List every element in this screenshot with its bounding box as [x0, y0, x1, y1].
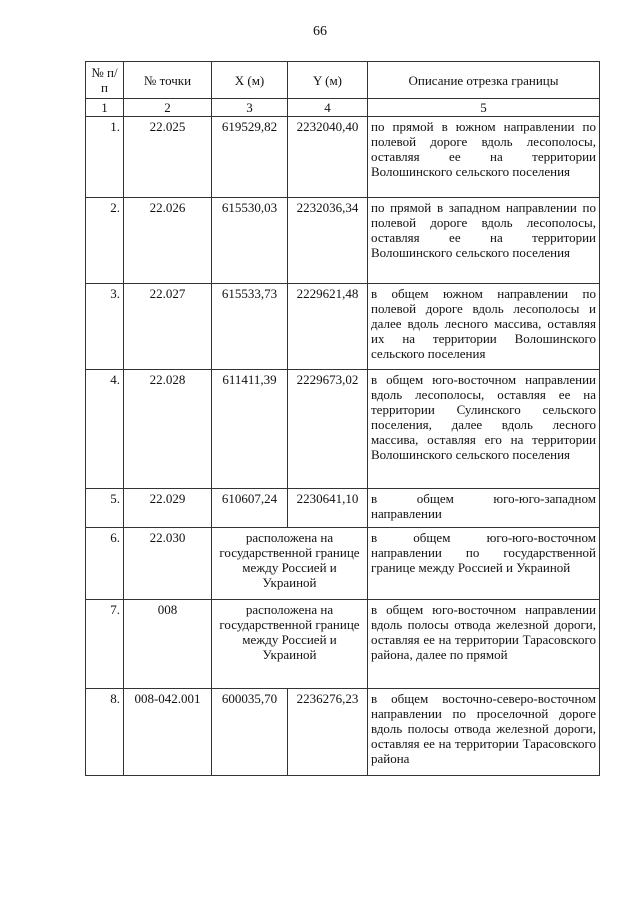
header-x-coordinate: X (м)	[212, 62, 288, 99]
point-number: 008	[124, 600, 212, 689]
row-number: 2.	[86, 198, 124, 284]
row-number: 7.	[86, 600, 124, 689]
boundary-table	[85, 61, 600, 776]
segment-description: в общем южном направлении по полевой дороге вдоль лесополосы и далее вдоль лесного массива, оставляя их на территории Волошинского сельского поселения	[368, 284, 600, 370]
point-number: 22.030	[124, 528, 212, 600]
point-number: 22.027	[124, 284, 212, 370]
point-number: 008-042.001	[124, 689, 212, 776]
header-y-coordinate: Y (м)	[288, 62, 368, 99]
table-row	[86, 489, 600, 528]
row-number: 8.	[86, 689, 124, 776]
column-number: 2	[124, 99, 212, 117]
row-number: 6.	[86, 528, 124, 600]
segment-description: в общем юго-юго-восточном направлении по государственной границе между Россией и Украиной	[368, 528, 600, 600]
row-number: 4.	[86, 370, 124, 489]
segment-description: в общем юго-восточном направлении вдоль полосы отвода железной дороги, оставляя ее на территории Тарасовского района, далее по прямой	[368, 600, 600, 689]
segment-description: по прямой в южном направлении по полевой дороге вдоль лесополосы, оставляя ее на территории Волошинского сельского поселения	[368, 117, 600, 198]
page-number: 66	[313, 24, 327, 39]
x-coordinate: 615530,03	[212, 198, 288, 284]
y-coordinate: 2236276,23	[288, 689, 368, 776]
row-number: 5.	[86, 489, 124, 528]
column-number: 1	[86, 99, 124, 117]
table-row	[86, 117, 600, 198]
x-coordinate: 619529,82	[212, 117, 288, 198]
table-row	[86, 284, 600, 370]
table-row	[86, 370, 600, 489]
header-segment-description: Описание отрезка границы	[368, 62, 600, 99]
row-number: 3.	[86, 284, 124, 370]
point-number: 22.028	[124, 370, 212, 489]
column-number: 5	[368, 99, 600, 117]
merged-coordinates-note: расположена на государственной границе между Россией и Украиной	[212, 600, 368, 689]
table-row	[86, 528, 600, 600]
column-number: 3	[212, 99, 288, 117]
header-row-number: № п/п	[86, 62, 124, 99]
merged-coordinates-note: расположена на государственной границе между Россией и Украиной	[212, 528, 368, 600]
x-coordinate: 610607,24	[212, 489, 288, 528]
x-coordinate: 615533,73	[212, 284, 288, 370]
header-point-number: № точки	[124, 62, 212, 99]
x-coordinate: 600035,70	[212, 689, 288, 776]
y-coordinate: 2230641,10	[288, 489, 368, 528]
y-coordinate: 2232036,34	[288, 198, 368, 284]
segment-description: в общем юго-восточном направлении вдоль лесополосы, оставляя ее на территории Сулинского сельского поселения, далее вдоль лесного массива, оставляя его на территории Волошинского сельского поселения	[368, 370, 600, 489]
row-number: 1.	[86, 117, 124, 198]
segment-description: по прямой в западном направлении по полевой дороге вдоль лесополосы, оставляя ее на территории Волошинского сельского поселения	[368, 198, 600, 284]
point-number: 22.029	[124, 489, 212, 528]
segment-description: в общем юго-юго-западном направлении	[368, 489, 600, 528]
table-row	[86, 689, 600, 776]
point-number: 22.026	[124, 198, 212, 284]
column-numbers-row	[86, 99, 600, 117]
table-header-row	[86, 62, 600, 99]
point-number: 22.025	[124, 117, 212, 198]
table-row	[86, 198, 600, 284]
y-coordinate: 2229621,48	[288, 284, 368, 370]
x-coordinate: 611411,39	[212, 370, 288, 489]
y-coordinate: 2232040,40	[288, 117, 368, 198]
y-coordinate: 2229673,02	[288, 370, 368, 489]
column-number: 4	[288, 99, 368, 117]
table-row	[86, 600, 600, 689]
segment-description: в общем восточно-северо-восточном направлении по проселочной дороге вдоль полосы отвода железной дороги, оставляя ее на территории Тарасовского района	[368, 689, 600, 776]
